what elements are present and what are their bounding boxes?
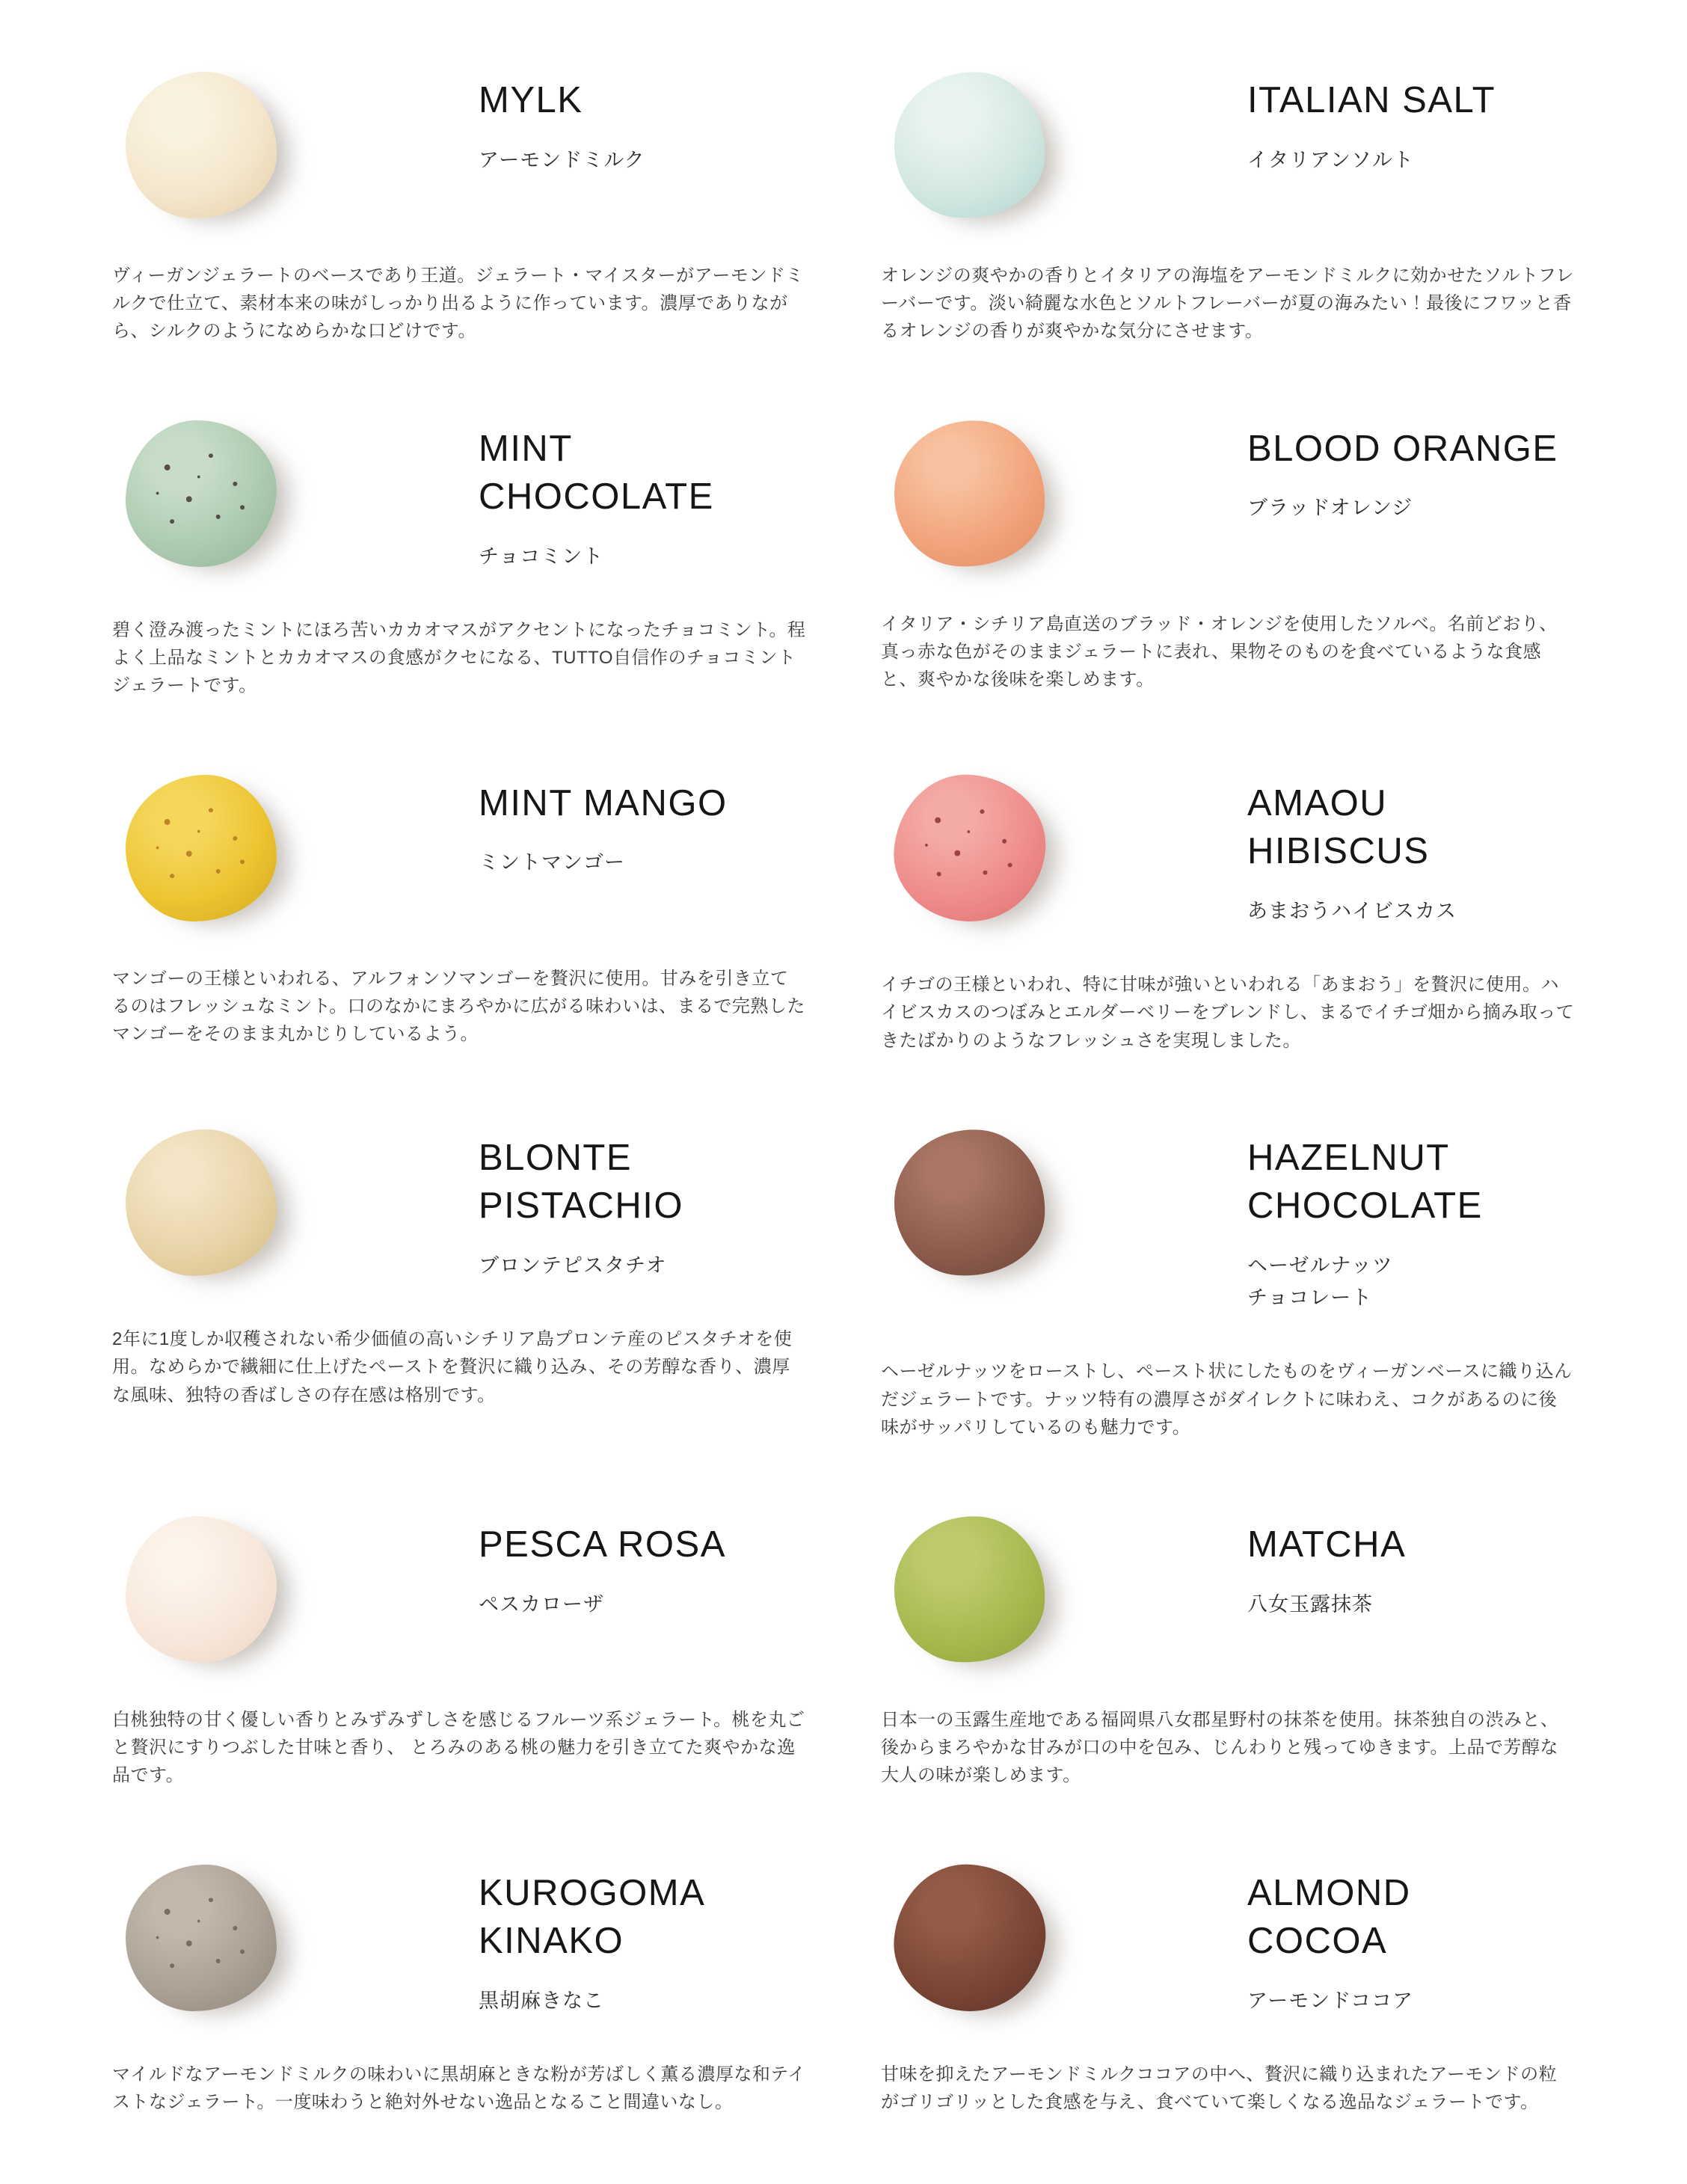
flavor-title (1247, 1134, 1483, 1230)
flavor-subtitle-line: ヘーゼルナッツ (1247, 1254, 1393, 1277)
flavor-subtitle-line: あまおうハイビスカス (1247, 900, 1457, 922)
flavor-subtitle-ja (479, 144, 645, 177)
flavor-card-header (881, 1865, 1575, 2018)
flavor-card-header (112, 1865, 806, 2018)
flavor-subtitle-ja (479, 1985, 705, 2017)
flavor-title-line: ITALIAN SALT (1247, 80, 1496, 120)
flavor-title-block (479, 1129, 683, 1283)
flavor-card-blood-orange (881, 420, 1575, 700)
flavor-title-block (479, 775, 728, 880)
gelato-scoop-image (889, 1859, 1050, 2016)
flavor-description-ja: イタリア・シチリア島直送のブラッド・オレンジを使用したソルベ。名前どおり、真っ赤な色がそのままジェラートに表れ、果物そのものを食べているような食感と、爽やかな後味を楽しめます。 (881, 613, 1558, 690)
flavor-subtitle-line: ブラッドオレンジ (1247, 497, 1413, 520)
flavor-title-line: ALMOND (1247, 1872, 1411, 1913)
flavor-subtitle-line: ブロンテピスタチオ (479, 1254, 667, 1277)
flavor-subtitle-ja (479, 847, 728, 879)
gelato-scoop-image (126, 1129, 277, 1276)
flavor-title-line: PISTACHIO (479, 1185, 683, 1227)
flavor-title-line: MYLK (479, 80, 583, 120)
flavor-card-mylk (112, 72, 806, 346)
flavor-description-ja: 甘味を抑えたアーモンドミルクココアの中へ、贅沢に織り込まれたアーモンドの粒がゴリゴリッとした食感を与え、食べていて楽しくなる逸品なジェラートです。 (881, 2064, 1558, 2113)
flavor-card-header (881, 420, 1575, 567)
flavor-card-blonte-pistachio (112, 1129, 806, 1441)
flavor-card-hazelnut-chocolate (881, 1129, 1575, 1441)
flavor-subtitle-ja (479, 1589, 726, 1621)
flavor-title-block (1247, 1516, 1406, 1621)
flavor-subtitle-line: 八女玉露抹茶 (1247, 1592, 1373, 1616)
flavor-description-ja: マンゴーの王様といわれる、アルフォンソマンゴーを贅沢に使用。甘みを引き立てるのはフレッシュなミント。口のなかにまろやかに広がる味わいは、まるで完熟したマンゴーをそのまま丸かじりしているよう。 (112, 968, 805, 1045)
flavor-title-block (479, 72, 645, 177)
flavor-card-header (112, 775, 806, 921)
gelato-scoop-image (889, 67, 1050, 224)
flavor-description-ja: ヴィーガンジェラートのベースであり王道。ジェラート・マイスターがアーモンドミルクで仕立て、素材本来の味がしっかり出るように作っています。濃厚でありながら、シルクのようになめらかな口どけです。 (112, 266, 804, 342)
flavor-card-mint-mango (112, 775, 806, 1055)
flavor-title (479, 1134, 683, 1230)
flavor-title-block (1247, 775, 1457, 928)
flavor-description-ja: 白桃独特の甘く優しい香りとみずみずしさを感じるフルーツ系ジェラート。桃を丸ごと贅沢にすりつぶした甘味と香り、 とろみのある桃の魅力を引き立てた爽やかな逸品です。 (112, 1710, 805, 1786)
flavor-title-line: MINT (479, 428, 573, 469)
flavor-title (1247, 1869, 1413, 1966)
flavor-card-italian-salt (881, 72, 1575, 346)
flavor-title-line: KINAKO (479, 1921, 624, 1962)
flavor-title-line: MINT MANGO (479, 782, 728, 823)
flavor-title (479, 1521, 726, 1569)
flavor-subtitle-ja (1247, 144, 1496, 177)
flavor-subtitle-ja (1247, 1589, 1406, 1621)
flavor-subtitle-line: ミントマンゴー (479, 851, 625, 874)
flavor-subtitle-ja (1247, 492, 1558, 524)
flavor-subtitle-line: アーモンドココア (1247, 1989, 1414, 2012)
flavor-title (479, 76, 645, 125)
flavor-card-header (112, 1516, 806, 1663)
flavor-description-ja: 日本一の玉露生産地である福岡県八女郡星野村の抹茶を使用。抹茶独自の渋みと、後からまろやかな甘みが口の中を包み、じんわりと残ってゆきます。上品で芳醇な大人の味が楽しめます。 (881, 1710, 1559, 1786)
flavor-grid (112, 72, 1575, 2117)
flavor-subtitle-ja (1247, 1250, 1483, 1314)
flavor-card-amaou-hibiscus (881, 775, 1575, 1055)
flavor-title (479, 425, 714, 521)
flavor-subtitle-line: 黒胡麻きなこ (479, 1989, 604, 2012)
flavor-subtitle-line: ペスカローザ (479, 1592, 604, 1616)
flavor-title-block (479, 420, 714, 574)
gelato-scoop-image (889, 770, 1050, 927)
flavor-card-almond-cocoa (881, 1865, 1575, 2117)
gelato-scoop-image (889, 415, 1050, 572)
gelato-scoop-image (126, 1516, 277, 1663)
flavor-card-header (881, 1129, 1575, 1315)
flavor-subtitle-line: チョコレート (1247, 1286, 1373, 1310)
flavor-title-block (479, 1865, 705, 2018)
flavor-card-header (112, 1129, 806, 1283)
flavor-title (479, 1869, 705, 1966)
flavor-title (479, 779, 728, 828)
flavor-card-header (112, 420, 806, 574)
flavor-subtitle-line: チョコミント (479, 545, 604, 568)
flavor-subtitle-ja (479, 541, 714, 573)
flavor-description-ja: オレンジの爽やかの香りとイタリアの海塩をアーモンドミルクに効かせたソルトフレーバーです。淡い綺麗な水色とソルトフレーバーが夏の海みたい！最後にフワッと香るオレンジの香りが爽やかな気分にさせます。 (881, 266, 1574, 342)
flavor-subtitle-ja (479, 1250, 683, 1282)
flavor-card-matcha (881, 1516, 1575, 1790)
gelato-scoop-image (126, 1865, 277, 2011)
gelato-scoop-image (889, 1511, 1050, 1668)
flavor-subtitle-line: アーモンドミルク (479, 148, 645, 171)
flavor-card-kurogoma-kinako (112, 1865, 806, 2117)
flavor-card-header (881, 1516, 1575, 1663)
flavor-card-header (881, 775, 1575, 928)
flavor-title-line: HIBISCUS (1247, 831, 1430, 872)
flavor-title-line: AMAOU (1247, 782, 1388, 823)
flavor-subtitle-ja (1247, 1985, 1413, 2017)
flavor-title (1247, 779, 1457, 876)
flavor-title (1247, 76, 1496, 125)
flavor-title (1247, 1521, 1406, 1569)
flavor-description-ja: イチゴの王様といわれ、特に甘味が強いといわれる「あまおう」を贅沢に使用。ハイビスカスのつぼみとエルダーベリーをブレンドし、まるでイチゴ畑から摘み取ってきたばかりのようなフレッシュさを実現しました。 (881, 975, 1575, 1051)
flavor-card-mint-chocolate (112, 420, 806, 700)
flavor-title-line: BLOOD ORANGE (1247, 428, 1558, 469)
flavor-card-header (881, 72, 1575, 218)
flavor-description-ja: 碧く澄み渡ったミントにほろ苦いカカオマスがアクセントになったチョコミント。程よく上品なミントとカカオマスの食感がクセになる、TUTTO自信作のチョコミントジェラートです。 (112, 620, 806, 696)
flavor-subtitle-ja (1247, 895, 1457, 927)
gelato-scoop-image (126, 775, 277, 921)
flavor-title-block (1247, 1865, 1413, 2018)
flavor-title-line: PESCA ROSA (479, 1524, 726, 1565)
flavor-title-line: BLONTE (479, 1137, 633, 1178)
flavor-title-line: KUROGOMA (479, 1872, 706, 1913)
flavor-description-ja: ヘーゼルナッツをローストし、ペースト状にしたものをヴィーガンベースに織り込んだジェラートです。ナッツ特有の濃厚さがダイレクトに味わえ、コクがあるのに後味がサッパリしているのも魅力です。 (881, 1361, 1573, 1438)
flavor-title-block (1247, 1129, 1483, 1315)
flavor-description-ja: マイルドなアーモンドミルクの味わいに黒胡麻ときな粉が芳ばしく薫る濃厚な和テイストなジェラート。一度味わうと絶対外せない逸品となること間違いなし。 (112, 2064, 806, 2113)
flavor-title-block (479, 1516, 726, 1621)
flavor-title-line: HAZELNUT (1247, 1137, 1450, 1178)
flavor-title-line: CHOCOLATE (479, 476, 714, 518)
flavor-title-block (1247, 72, 1496, 177)
gelato-scoop-image (126, 420, 277, 567)
flavor-title-line: MATCHA (1247, 1524, 1407, 1565)
flavor-title-line: CHOCOLATE (1247, 1185, 1483, 1227)
gelato-scoop-image (889, 1124, 1050, 1281)
flavor-card-header (112, 72, 806, 218)
flavor-subtitle-line: イタリアンソルト (1247, 148, 1414, 171)
flavor-title (1247, 425, 1558, 473)
flavor-title-block (1247, 420, 1558, 525)
gelato-scoop-image (126, 72, 277, 218)
flavor-title-line: COCOA (1247, 1921, 1388, 1962)
flavor-card-pesca-rosa (112, 1516, 806, 1790)
flavor-description-ja: 2年に1度しか収穫されない希少価値の高いシチリア島プロンテ産のピスタチオを使用。なめらかで繊細に仕上げたペーストを贅沢に織り込み、その芳醇な香り、濃厚な風味、独特の香ばしさの存在感は格別です。 (112, 1329, 793, 1405)
